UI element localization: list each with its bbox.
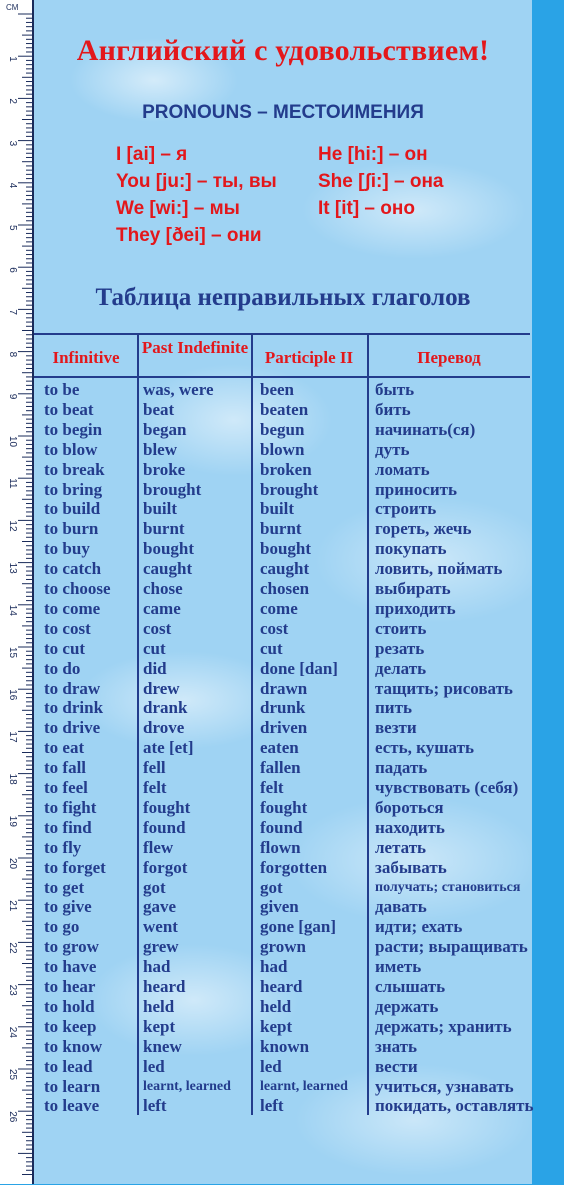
cell-participle: grown — [260, 937, 306, 957]
cell-participle: learnt, learned — [260, 1078, 348, 1094]
cell-translation: находить — [375, 817, 445, 837]
cell-past-indefinite: began — [143, 419, 187, 439]
cell-translation: приходить — [375, 598, 456, 618]
cell-infinitive: to draw — [44, 678, 101, 698]
cell-participle: drunk — [260, 698, 306, 718]
cell-translation: выбирать — [375, 579, 451, 598]
cell-translation: слышать — [375, 977, 446, 996]
page-title: Английский с удовольствием! — [76, 34, 490, 67]
cell-past-indefinite: held — [143, 996, 175, 1016]
cell-infinitive: to break — [44, 459, 105, 479]
cell-translation: приносить — [375, 479, 458, 499]
cell-past-indefinite: had — [143, 957, 171, 977]
cell-translation: давать — [375, 897, 427, 917]
cell-translation: чувствовать (себя) — [375, 778, 519, 797]
cell-translation: покидать, оставлять — [375, 1096, 534, 1116]
cell-past-indefinite: learnt, learned — [143, 1078, 231, 1094]
ruler-number: 7 — [7, 309, 18, 315]
cell-participle: kept — [260, 1016, 293, 1036]
cell-infinitive: to begin — [44, 419, 103, 439]
ruler-number: 20 — [7, 858, 18, 870]
cell-infinitive: to build — [44, 499, 101, 519]
cell-participle: fought — [260, 797, 308, 817]
cell-infinitive: to hold — [44, 996, 95, 1016]
cell-participle: had — [260, 957, 288, 977]
cell-participle: found — [260, 817, 303, 837]
cell-infinitive: to do — [44, 658, 81, 678]
pronoun-he: He [hi:] – он — [318, 144, 428, 165]
cell-infinitive: to beat — [44, 399, 94, 419]
cell-infinitive: to feel — [44, 778, 88, 797]
ruler — [0, 0, 34, 1184]
cell-infinitive: to grow — [44, 937, 99, 957]
header-divider — [34, 376, 530, 378]
cell-translation: получать; становиться — [375, 879, 521, 895]
cell-past-indefinite: found — [143, 817, 186, 837]
cell-past-indefinite: got — [143, 877, 166, 897]
cell-translation: быть — [375, 380, 415, 399]
pronoun-it: It [it] – оно — [318, 198, 415, 219]
cell-past-indefinite: burnt — [143, 519, 185, 539]
table-title: Таблица неправильных глаголов — [95, 284, 471, 311]
cell-past-indefinite: gave — [143, 897, 177, 917]
cell-translation: летать — [375, 837, 427, 857]
pronoun-i: I [ai] – я — [116, 144, 188, 165]
cell-past-indefinite: cost — [143, 618, 172, 638]
cell-past-indefinite: came — [143, 598, 181, 618]
cell-translation: покупать — [375, 539, 447, 559]
cell-participle: been — [260, 380, 294, 399]
cell-past-indefinite: drove — [143, 718, 185, 738]
cell-past-indefinite: ate [et] — [143, 738, 194, 758]
cell-participle: led — [260, 1056, 282, 1076]
cell-past-indefinite: felt — [143, 778, 167, 797]
cell-participle: bought — [260, 539, 312, 559]
ruler-number: 25 — [7, 1069, 18, 1081]
cell-translation: пить — [375, 698, 412, 718]
cell-translation: забывать — [375, 857, 447, 877]
cell-translation: ломать — [375, 459, 430, 479]
cell-past-indefinite: drew — [143, 678, 180, 698]
cell-participle: forgotten — [260, 857, 328, 877]
pronoun-we: We [wi:] – мы — [116, 198, 240, 219]
cell-past-indefinite: went — [143, 917, 178, 937]
cell-infinitive: to get — [44, 877, 85, 897]
header-participle: Participle II — [264, 348, 354, 367]
cell-translation: есть, кушать — [375, 738, 474, 758]
cell-infinitive: to buy — [44, 539, 90, 559]
ruler-scale — [0, 0, 32, 1184]
ruler-number: 1 — [7, 56, 18, 62]
cell-infinitive: to drive — [44, 718, 101, 738]
column-divider — [367, 335, 369, 1115]
column-divider — [251, 335, 253, 1115]
cell-past-indefinite: knew — [143, 1036, 182, 1056]
cell-infinitive: to eat — [44, 738, 85, 758]
cell-translation: резать — [375, 638, 425, 658]
ruler-number: 9 — [7, 393, 18, 400]
cell-participle: beaten — [260, 399, 309, 419]
cell-infinitive: to fly — [44, 837, 82, 857]
cell-participle: done [dan] — [260, 658, 338, 678]
ruler-number: 13 — [7, 562, 18, 574]
cell-translation: везти — [375, 718, 417, 738]
cell-translation: падать — [375, 758, 428, 778]
cell-participle: burnt — [260, 519, 302, 539]
header-past-indefinite: Past Indefinite — [141, 338, 249, 357]
cell-infinitive: to go — [44, 917, 80, 937]
ruler-number: 11 — [7, 478, 18, 489]
cell-infinitive: to learn — [44, 1076, 101, 1096]
ruler-number: 24 — [7, 1026, 18, 1038]
pronouns-heading: PRONOUNS – МЕСТОИМЕНИЯ — [142, 102, 424, 123]
ruler-number: 18 — [7, 773, 18, 785]
ruler-number: 26 — [7, 1111, 18, 1123]
cell-translation: стоить — [375, 618, 427, 638]
cell-past-indefinite: led — [143, 1056, 165, 1076]
cell-translation: держать — [375, 996, 439, 1016]
cell-infinitive: to cost — [44, 618, 91, 638]
cell-infinitive: to forget — [44, 857, 106, 877]
cell-participle: blown — [260, 439, 305, 459]
ruler-number: 23 — [7, 984, 18, 996]
cell-past-indefinite: heard — [143, 977, 186, 996]
cell-participle: heard — [260, 977, 303, 996]
ruler-number: 22 — [7, 942, 18, 954]
cell-translation: бить — [375, 399, 411, 419]
pronoun-you: You [ju:] – ты, вы — [116, 171, 277, 192]
cell-participle: cost — [260, 618, 289, 638]
cell-participle: left — [260, 1096, 284, 1116]
cell-participle: felt — [260, 778, 284, 797]
cell-participle: brought — [260, 479, 319, 499]
cell-infinitive: to drink — [44, 698, 104, 718]
ruler-number: 6 — [7, 267, 18, 273]
cell-past-indefinite: chose — [143, 579, 183, 598]
cell-participle: held — [260, 996, 292, 1016]
cell-translation: бороться — [375, 797, 444, 817]
cell-past-indefinite: drank — [143, 698, 188, 718]
cell-participle: begun — [260, 419, 305, 439]
cell-past-indefinite: grew — [143, 937, 179, 957]
cell-translation: тащить; рисовать — [375, 678, 513, 698]
cell-participle: fallen — [260, 758, 301, 778]
cell-translation: держать; хранить — [375, 1016, 512, 1036]
cell-translation: дуть — [375, 439, 410, 459]
cell-past-indefinite: caught — [143, 559, 193, 579]
cell-past-indefinite: left — [143, 1096, 167, 1116]
cell-infinitive: to fight — [44, 797, 97, 817]
column-divider — [137, 335, 139, 1115]
ruler-number: 2 — [7, 98, 18, 104]
ruler-number: 17 — [7, 731, 18, 743]
cell-infinitive: to give — [44, 897, 92, 917]
cell-infinitive: to lead — [44, 1056, 93, 1076]
ruler-number: 15 — [7, 647, 18, 659]
cell-participle: gone [gan] — [260, 917, 337, 937]
cell-infinitive: to fall — [44, 758, 87, 778]
cell-past-indefinite: beat — [143, 399, 175, 419]
cell-past-indefinite: broke — [143, 459, 186, 479]
cell-infinitive: to have — [44, 957, 97, 977]
cell-participle: given — [260, 897, 299, 917]
ruler-number: 4 — [7, 182, 18, 189]
cell-infinitive: to blow — [44, 439, 98, 459]
cell-past-indefinite: fell — [143, 758, 166, 778]
ruler-number: 12 — [7, 520, 18, 532]
cell-infinitive: to come — [44, 598, 101, 618]
cell-participle: cut — [260, 638, 283, 658]
cell-translation: гореть, жечь — [375, 519, 472, 539]
cell-infinitive: to keep — [44, 1016, 97, 1036]
cell-past-indefinite: built — [143, 499, 178, 519]
cell-past-indefinite: fought — [143, 797, 191, 817]
ruler-number: 19 — [7, 815, 18, 827]
cell-participle: got — [260, 877, 283, 897]
cell-past-indefinite: brought — [143, 479, 202, 499]
ruler-number: 10 — [7, 436, 18, 448]
cell-translation: иметь — [375, 957, 422, 977]
cell-participle: built — [260, 499, 295, 519]
cell-participle: caught — [260, 559, 310, 579]
cell-past-indefinite: flew — [143, 837, 174, 857]
cell-participle: flown — [260, 837, 301, 857]
cell-participle: driven — [260, 718, 308, 738]
cell-infinitive: to burn — [44, 519, 99, 539]
ruler-number: 3 — [7, 140, 18, 147]
cell-infinitive: to hear — [44, 977, 96, 996]
ruler-number: 8 — [7, 351, 18, 358]
cell-translation: учиться, узнавать — [375, 1076, 514, 1096]
cell-infinitive: to catch — [44, 559, 102, 579]
cell-translation: знать — [375, 1036, 418, 1056]
cell-infinitive: to cut — [44, 638, 86, 658]
header-infinitive: Infinitive — [52, 348, 120, 367]
cell-participle: eaten — [260, 738, 299, 758]
cell-participle: drawn — [260, 678, 308, 698]
cell-participle: broken — [260, 459, 312, 479]
header-translation: Перевод — [417, 348, 481, 367]
cell-infinitive: to know — [44, 1036, 103, 1056]
ruler-number: 21 — [7, 900, 18, 912]
ruler-number: 14 — [7, 604, 18, 616]
cell-infinitive: to bring — [44, 479, 103, 499]
cell-past-indefinite: cut — [143, 638, 166, 658]
ruler-number: 16 — [7, 689, 18, 701]
ruler-number: 5 — [7, 225, 18, 231]
cell-past-indefinite: kept — [143, 1016, 176, 1036]
cell-past-indefinite: bought — [143, 539, 195, 559]
pronoun-they: They [ðei] – они — [116, 225, 262, 246]
pronoun-she: She [ʃi:] – она — [318, 171, 444, 192]
cell-translation: идти; ехать — [375, 917, 463, 937]
cell-infinitive: to be — [44, 380, 80, 399]
cell-past-indefinite: blew — [143, 439, 177, 459]
ruler-unit-label: CM — [6, 3, 19, 12]
cell-translation: начинать(ся) — [375, 419, 476, 439]
cell-translation: строить — [375, 499, 437, 519]
cell-infinitive: to choose — [44, 579, 111, 598]
cell-past-indefinite: was, were — [143, 380, 214, 399]
cell-participle: chosen — [260, 579, 310, 598]
cell-infinitive: to find — [44, 817, 92, 837]
cell-participle: come — [260, 598, 298, 618]
cell-translation: делать — [375, 658, 427, 678]
cell-past-indefinite: forgot — [143, 857, 188, 877]
cell-participle: known — [260, 1036, 310, 1056]
cell-translation: расти; выращивать — [375, 937, 528, 957]
cell-translation: ловить, поймать — [375, 559, 503, 579]
cell-past-indefinite: did — [143, 658, 167, 678]
cell-translation: вести — [375, 1056, 418, 1076]
cell-infinitive: to leave — [44, 1096, 100, 1116]
